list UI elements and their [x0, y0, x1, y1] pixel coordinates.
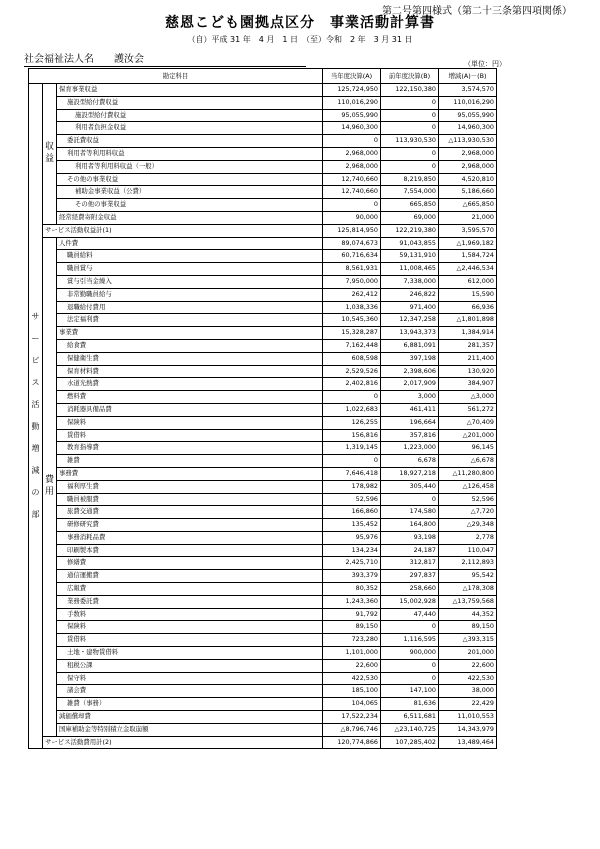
previous-amount: 113,930,530 [381, 135, 439, 148]
table-row [29, 275, 497, 288]
current-amount: 2,968,000 [323, 147, 381, 160]
diff-amount: △29,348 [439, 519, 497, 532]
current-amount: 2,425,710 [323, 557, 381, 570]
account-label: 委託費収益 [57, 135, 323, 148]
previous-amount: 107,285,402 [381, 736, 439, 749]
previous-amount: 0 [381, 96, 439, 109]
current-amount: 262,412 [323, 288, 381, 301]
diff-amount: 3,595,570 [439, 224, 497, 237]
account-label: 法定福利費 [57, 314, 323, 327]
account-label: 職員被服費 [57, 493, 323, 506]
diff-amount: 130,920 [439, 365, 497, 378]
previous-amount: 93,198 [381, 531, 439, 544]
account-label: 施設型給付費収益 [57, 109, 323, 122]
account-label: 燃料費 [57, 391, 323, 404]
diff-amount: 13,489,464 [439, 736, 497, 749]
diff-amount: 21,000 [439, 211, 497, 224]
table-row [29, 250, 497, 263]
diff-amount: 5,186,660 [439, 186, 497, 199]
table-row [29, 723, 497, 736]
current-amount: 393,379 [323, 570, 381, 583]
previous-amount: 397,198 [381, 352, 439, 365]
account-label: 土地・建物賃借料 [57, 647, 323, 660]
table-row [29, 416, 497, 429]
diff-amount: 1,584,724 [439, 250, 497, 263]
table-row [29, 160, 497, 173]
previous-amount: 0 [381, 493, 439, 506]
diff-amount: 211,400 [439, 352, 497, 365]
table-row [29, 84, 497, 97]
current-amount: 91,792 [323, 608, 381, 621]
diff-amount: △178,308 [439, 583, 497, 596]
diff-amount: △6,678 [439, 455, 497, 468]
previous-amount: 6,678 [381, 455, 439, 468]
current-amount: 1,038,336 [323, 301, 381, 314]
account-label: 事務費 [57, 467, 323, 480]
account-label: 雑費（事務） [57, 698, 323, 711]
diff-amount: △393,315 [439, 634, 497, 647]
current-amount: 125,724,950 [323, 84, 381, 97]
current-amount: 52,596 [323, 493, 381, 506]
previous-amount: 6,511,681 [381, 711, 439, 724]
previous-amount: △23,140,725 [381, 723, 439, 736]
current-amount: 89,074,673 [323, 237, 381, 250]
table-row [29, 621, 497, 634]
header-diff: 増減(A)－(B) [439, 69, 497, 84]
table-row [29, 237, 497, 250]
table-row [29, 122, 497, 135]
diff-amount: 89,150 [439, 621, 497, 634]
account-label: 利用者等利用料収益（一般） [57, 160, 323, 173]
current-amount: 104,065 [323, 698, 381, 711]
account-label: 利用者等利用料収益 [57, 147, 323, 160]
previous-amount: 6,881,091 [381, 339, 439, 352]
diff-amount: △7,720 [439, 506, 497, 519]
diff-amount: 384,907 [439, 378, 497, 391]
current-amount: 8,561,931 [323, 263, 381, 276]
table-row [29, 173, 497, 186]
total-row [29, 224, 497, 237]
diff-amount: 2,968,000 [439, 147, 497, 160]
current-amount: 422,530 [323, 672, 381, 685]
current-amount: 90,000 [323, 211, 381, 224]
account-label: 租税公課 [57, 659, 323, 672]
diff-amount: 15,590 [439, 288, 497, 301]
previous-amount: 47,440 [381, 608, 439, 621]
previous-amount: 69,000 [381, 211, 439, 224]
document-title: 慈恩こども園拠点区分 事業活動計算書 [165, 15, 435, 31]
table-row [29, 467, 497, 480]
account-label: 旅費交通費 [57, 506, 323, 519]
previous-amount: 665,850 [381, 199, 439, 212]
account-label: 業務委託費 [57, 595, 323, 608]
current-amount: 17,522,234 [323, 711, 381, 724]
diff-amount: 2,778 [439, 531, 497, 544]
account-label: 保健衛生費 [57, 352, 323, 365]
previous-amount: 81,636 [381, 698, 439, 711]
current-amount: 723,280 [323, 634, 381, 647]
account-label: サービス活動費用計(2) [43, 736, 323, 749]
current-amount: 178,982 [323, 480, 381, 493]
account-label: 諸会費 [57, 685, 323, 698]
current-amount: △8,796,746 [323, 723, 381, 736]
diff-amount: 110,016,290 [439, 96, 497, 109]
account-label: 教育指導費 [57, 442, 323, 455]
diff-amount: △70,409 [439, 416, 497, 429]
previous-amount: 147,100 [381, 685, 439, 698]
diff-amount: 4,520,810 [439, 173, 497, 186]
account-label: 職員給料 [57, 250, 323, 263]
table-row [29, 403, 497, 416]
table-row [29, 506, 497, 519]
current-amount: 89,150 [323, 621, 381, 634]
account-label: 研修研究費 [57, 519, 323, 532]
diff-amount: △13,759,568 [439, 595, 497, 608]
table-row [29, 698, 497, 711]
current-amount: 2,968,000 [323, 160, 381, 173]
current-amount: 135,452 [323, 519, 381, 532]
account-label: 福利厚生費 [57, 480, 323, 493]
account-label: 経常経費寄附金収益 [57, 211, 323, 224]
account-label: 国庫補助金等特別積立金取崩額 [57, 723, 323, 736]
diff-amount: △113,930,530 [439, 135, 497, 148]
previous-amount: 11,008,465 [381, 263, 439, 276]
diff-amount: 11,010,553 [439, 711, 497, 724]
table-row [29, 480, 497, 493]
table-row [29, 531, 497, 544]
table-row [29, 288, 497, 301]
current-amount: 2,402,816 [323, 378, 381, 391]
diff-amount: 612,000 [439, 275, 497, 288]
diff-amount: △201,000 [439, 429, 497, 442]
diff-amount: △126,458 [439, 480, 497, 493]
previous-amount: 91,043,855 [381, 237, 439, 250]
account-label: 保険料 [57, 621, 323, 634]
account-label: 人件費 [57, 237, 323, 250]
account-label: 消耗器具備品費 [57, 403, 323, 416]
fiscal-period: （自）平成 31 年 4 月 1 日 （至）令和 2 年 3 月 31 日 [187, 35, 413, 44]
account-label: 事業費 [57, 327, 323, 340]
diff-amount: △3,000 [439, 391, 497, 404]
diff-amount: 1,384,914 [439, 327, 497, 340]
account-label: 賃借料 [57, 634, 323, 647]
previous-amount: 312,817 [381, 557, 439, 570]
account-label: 印刷製本費 [57, 544, 323, 557]
header-item: 勘定科目 [29, 69, 323, 84]
previous-amount: 7,338,000 [381, 275, 439, 288]
current-amount: 110,016,290 [323, 96, 381, 109]
current-amount: 1,243,360 [323, 595, 381, 608]
previous-amount: 7,554,000 [381, 186, 439, 199]
previous-amount: 18,927,218 [381, 467, 439, 480]
account-label: 水道光熱費 [57, 378, 323, 391]
current-amount: 7,646,418 [323, 467, 381, 480]
previous-amount: 174,580 [381, 506, 439, 519]
current-amount: 14,960,300 [323, 122, 381, 135]
table-row [29, 147, 497, 160]
table-row [29, 583, 497, 596]
account-label: 職員賞与 [57, 263, 323, 276]
table-row [29, 672, 497, 685]
table-row [29, 634, 497, 647]
current-amount: 80,352 [323, 583, 381, 596]
table-row [29, 96, 497, 109]
diff-amount: △2,446,534 [439, 263, 497, 276]
previous-amount: 59,131,910 [381, 250, 439, 263]
current-amount: 95,976 [323, 531, 381, 544]
previous-amount: 15,002,928 [381, 595, 439, 608]
previous-amount: 971,400 [381, 301, 439, 314]
table-body [29, 84, 497, 749]
previous-amount: 1,223,000 [381, 442, 439, 455]
previous-amount: 8,219,850 [381, 173, 439, 186]
diff-amount: △665,850 [439, 199, 497, 212]
table-row [29, 339, 497, 352]
table-row [29, 685, 497, 698]
table-row [29, 365, 497, 378]
current-amount: 12,740,660 [323, 173, 381, 186]
table-row [29, 378, 497, 391]
header-current: 当年度決算(A) [323, 69, 381, 84]
previous-amount: 900,000 [381, 647, 439, 660]
account-label: 施設型給付費収益 [57, 96, 323, 109]
current-amount: 166,860 [323, 506, 381, 519]
table-row [29, 455, 497, 468]
previous-amount: 12,347,258 [381, 314, 439, 327]
current-amount: 95,055,990 [323, 109, 381, 122]
account-label: 給食費 [57, 339, 323, 352]
current-amount: 60,716,634 [323, 250, 381, 263]
account-label: 通信運搬費 [57, 570, 323, 583]
current-amount: 22,600 [323, 659, 381, 672]
table-row [29, 570, 497, 583]
diff-amount: 422,530 [439, 672, 497, 685]
table-row [29, 301, 497, 314]
previous-amount: 246,822 [381, 288, 439, 301]
diff-amount: 281,357 [439, 339, 497, 352]
previous-amount: 122,150,380 [381, 84, 439, 97]
previous-amount: 305,440 [381, 480, 439, 493]
account-label: その他の事業収益 [57, 199, 323, 212]
previous-amount: 0 [381, 672, 439, 685]
account-label: 賃借料 [57, 429, 323, 442]
diff-amount: 201,000 [439, 647, 497, 660]
table-row [29, 544, 497, 557]
previous-amount: 122,219,380 [381, 224, 439, 237]
unit-label: （単位：円） [464, 60, 506, 68]
table-row [29, 314, 497, 327]
current-amount: 120,774,866 [323, 736, 381, 749]
current-amount: 10,545,360 [323, 314, 381, 327]
diff-amount: 22,429 [439, 698, 497, 711]
previous-amount: 3,000 [381, 391, 439, 404]
account-label: 広報費 [57, 583, 323, 596]
previous-amount: 196,664 [381, 416, 439, 429]
form-number: 第二号第四様式（第二十三条第四項関係） [382, 6, 572, 17]
table-row [29, 519, 497, 532]
account-label: 退職給付費用 [57, 301, 323, 314]
table-row [29, 557, 497, 570]
previous-amount: 357,816 [381, 429, 439, 442]
table-row [29, 493, 497, 506]
diff-amount: 110,047 [439, 544, 497, 557]
account-label: 事務消耗品費 [57, 531, 323, 544]
current-amount: 126,255 [323, 416, 381, 429]
current-amount: 134,234 [323, 544, 381, 557]
diff-amount: 3,574,570 [439, 84, 497, 97]
previous-amount: 24,187 [381, 544, 439, 557]
current-amount: 125,814,950 [323, 224, 381, 237]
table-row [29, 352, 497, 365]
account-label: サービス活動収益計(1) [43, 224, 323, 237]
current-amount: 185,100 [323, 685, 381, 698]
previous-amount: 2,398,606 [381, 365, 439, 378]
current-amount: 1,319,145 [323, 442, 381, 455]
account-label: 賞与引当金繰入 [57, 275, 323, 288]
diff-amount: 38,000 [439, 685, 497, 698]
table-row [29, 429, 497, 442]
table-header-row [29, 69, 497, 84]
table-row [29, 711, 497, 724]
table-row [29, 327, 497, 340]
diff-amount: 66,936 [439, 301, 497, 314]
total-row [29, 736, 497, 749]
current-amount: 0 [323, 391, 381, 404]
diff-amount: 52,596 [439, 493, 497, 506]
income-label: 収 益 [43, 84, 57, 225]
current-amount: 12,740,660 [323, 186, 381, 199]
diff-amount: △11,280,800 [439, 467, 497, 480]
previous-amount: 13,943,373 [381, 327, 439, 340]
diff-amount: 14,960,300 [439, 122, 497, 135]
section-label: サ ー ビ ス 活 動 増 減 の 部 [29, 84, 43, 749]
account-label: 手数料 [57, 608, 323, 621]
current-amount: 7,162,448 [323, 339, 381, 352]
previous-amount: 164,800 [381, 519, 439, 532]
current-amount: 0 [323, 199, 381, 212]
account-label: 保険料 [57, 416, 323, 429]
account-label: その他の事業収益 [57, 173, 323, 186]
diff-amount: △1,969,182 [439, 237, 497, 250]
previous-amount: 0 [381, 659, 439, 672]
account-label: 保守料 [57, 672, 323, 685]
current-amount: 1,101,000 [323, 647, 381, 660]
previous-amount: 0 [381, 160, 439, 173]
account-label: 保育材料費 [57, 365, 323, 378]
previous-amount: 258,660 [381, 583, 439, 596]
previous-amount: 0 [381, 109, 439, 122]
previous-amount: 0 [381, 122, 439, 135]
diff-amount: 2,112,893 [439, 557, 497, 570]
account-label: 減価償却費 [57, 711, 323, 724]
account-label: 保育事業収益 [57, 84, 323, 97]
table-row [29, 135, 497, 148]
previous-amount: 461,411 [381, 403, 439, 416]
account-label: 雑費 [57, 455, 323, 468]
current-amount: 7,950,000 [323, 275, 381, 288]
diff-amount: 96,145 [439, 442, 497, 455]
diff-amount: 95,542 [439, 570, 497, 583]
table-row [29, 647, 497, 660]
table-row [29, 211, 497, 224]
current-amount: 608,598 [323, 352, 381, 365]
current-amount: 15,328,287 [323, 327, 381, 340]
activity-statement-table [28, 68, 497, 749]
diff-amount: 2,968,000 [439, 160, 497, 173]
table-row [29, 109, 497, 122]
table-row [29, 186, 497, 199]
diff-amount: △1,801,898 [439, 314, 497, 327]
previous-amount: 2,017,909 [381, 378, 439, 391]
account-label: 利用者負担金収益 [57, 122, 323, 135]
current-amount: 156,816 [323, 429, 381, 442]
diff-amount: 22,600 [439, 659, 497, 672]
table-row [29, 442, 497, 455]
table-row [29, 608, 497, 621]
diff-amount: 95,055,990 [439, 109, 497, 122]
table-row [29, 595, 497, 608]
table-row [29, 659, 497, 672]
account-label: 補助金事業収益（公費） [57, 186, 323, 199]
expense-label: 費 用 [43, 237, 57, 736]
previous-amount: 1,116,595 [381, 634, 439, 647]
previous-amount: 297,837 [381, 570, 439, 583]
account-label: 非常勤職員給与 [57, 288, 323, 301]
table-row [29, 391, 497, 404]
table-row [29, 199, 497, 212]
diff-amount: 561,272 [439, 403, 497, 416]
table-row [29, 263, 497, 276]
header-previous: 前年度決算(B) [381, 69, 439, 84]
current-amount: 1,022,683 [323, 403, 381, 416]
account-label: 修繕費 [57, 557, 323, 570]
current-amount: 0 [323, 135, 381, 148]
previous-amount: 0 [381, 147, 439, 160]
current-amount: 2,529,526 [323, 365, 381, 378]
diff-amount: 44,352 [439, 608, 497, 621]
previous-amount: 0 [381, 621, 439, 634]
diff-amount: 14,343,979 [439, 723, 497, 736]
corporation-name: 社会福祉法人名 護汝会 [24, 50, 306, 67]
current-amount: 0 [323, 455, 381, 468]
